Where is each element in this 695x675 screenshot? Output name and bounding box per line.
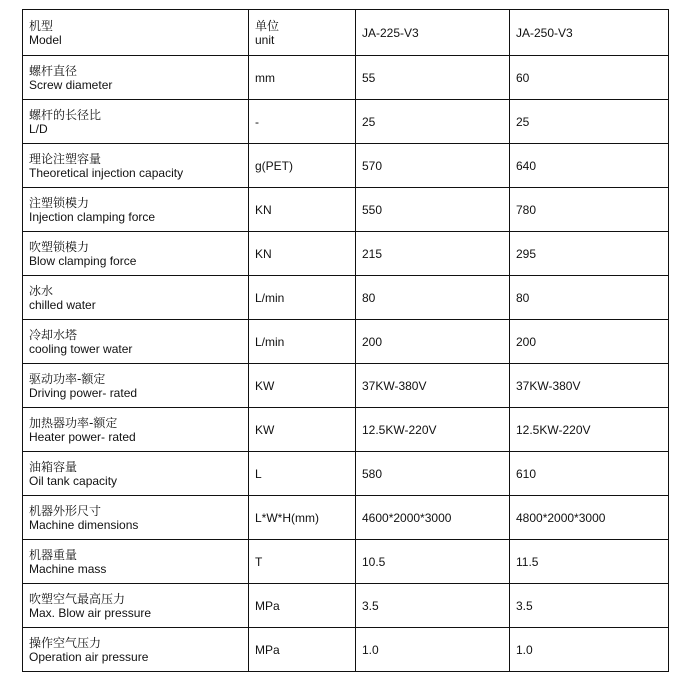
value-cell-model-a: 550: [356, 188, 510, 232]
param-name-zh: 机器重量: [29, 547, 78, 562]
table-row: [23, 628, 669, 672]
unit-cell: KN: [249, 188, 356, 232]
value-cell-model-b: 780: [510, 188, 669, 232]
value-cell-model-a: 12.5KW-220V: [356, 408, 510, 452]
table-row: [23, 584, 669, 628]
table-row: [23, 496, 669, 540]
value-cell-model-a: 570: [356, 144, 510, 188]
value-cell-model-a: 215: [356, 232, 510, 276]
unit-cell: KW: [249, 408, 356, 452]
param-name-zh: 机器外形尺寸: [29, 503, 102, 518]
param-cell: [23, 188, 249, 232]
param-name-zh: 加热器功率-额定: [29, 415, 118, 430]
header-param-en: Model: [29, 32, 62, 47]
param-cell: [23, 452, 249, 496]
unit-cell: KW: [249, 364, 356, 408]
table-row: [23, 408, 669, 452]
param-cell: [23, 276, 249, 320]
unit-cell: -: [249, 100, 356, 144]
value-cell-model-b: 11.5: [510, 540, 669, 584]
table-row: [23, 364, 669, 408]
header-model-a: JA-225-V3: [356, 10, 510, 56]
header-row: [23, 10, 669, 56]
value-cell-model-b: 295: [510, 232, 669, 276]
param-cell: [23, 320, 249, 364]
param-name-en: Theoretical injection capacity: [29, 165, 184, 180]
unit-cell: MPa: [249, 584, 356, 628]
value-cell-model-b: 80: [510, 276, 669, 320]
value-cell-model-a: 80: [356, 276, 510, 320]
unit-cell: g(PET): [249, 144, 356, 188]
value-cell-model-a: 37KW-380V: [356, 364, 510, 408]
unit-cell: L/min: [249, 276, 356, 320]
header-unit-zh: 单位: [255, 18, 280, 33]
value-cell-model-a: 580: [356, 452, 510, 496]
value-cell-model-b: 37KW-380V: [510, 364, 669, 408]
value-cell-model-b: 3.5: [510, 584, 669, 628]
value-cell-model-a: 10.5: [356, 540, 510, 584]
table-row: [23, 100, 669, 144]
param-name-zh: 驱动功率-额定: [29, 371, 106, 386]
unit-cell: L*W*H(mm): [249, 496, 356, 540]
param-name-en: Screw diameter: [29, 77, 113, 92]
header-unit-cell: [249, 10, 356, 56]
param-name-zh: 理论注塑容量: [29, 151, 102, 166]
param-name-en: Heater power- rated: [29, 429, 136, 444]
param-cell: [23, 496, 249, 540]
param-name-en: Machine dimensions: [29, 517, 139, 532]
unit-cell: mm: [249, 56, 356, 100]
value-cell-model-b: 640: [510, 144, 669, 188]
param-cell: [23, 232, 249, 276]
param-name-zh: 冰水: [29, 283, 54, 298]
table-row: [23, 320, 669, 364]
param-name-en: Blow clamping force: [29, 253, 137, 268]
param-name-zh: 注塑锁模力: [29, 195, 90, 210]
param-name-zh: 吹塑锁模力: [29, 239, 90, 254]
param-cell: [23, 584, 249, 628]
table-row: [23, 540, 669, 584]
value-cell-model-b: 25: [510, 100, 669, 144]
param-name-zh: 冷却水塔: [29, 327, 78, 342]
unit-cell: L: [249, 452, 356, 496]
table-row: [23, 144, 669, 188]
header-model-b: JA-250-V3: [510, 10, 669, 56]
value-cell-model-b: 610: [510, 452, 669, 496]
param-cell: [23, 408, 249, 452]
table-row: [23, 188, 669, 232]
value-cell-model-a: 3.5: [356, 584, 510, 628]
param-cell: [23, 540, 249, 584]
param-name-en: Machine mass: [29, 561, 107, 576]
value-cell-model-b: 1.0: [510, 628, 669, 672]
param-name-zh: 螺杆的长径比: [29, 107, 102, 122]
table-row: [23, 232, 669, 276]
param-cell: [23, 364, 249, 408]
value-cell-model-b: 12.5KW-220V: [510, 408, 669, 452]
param-name-en: Injection clamping force: [29, 209, 156, 224]
value-cell-model-a: 25: [356, 100, 510, 144]
unit-cell: T: [249, 540, 356, 584]
table-row: [23, 452, 669, 496]
unit-cell: MPa: [249, 628, 356, 672]
spec-table-body: [23, 10, 669, 672]
spec-table: [22, 9, 669, 672]
value-cell-model-a: 55: [356, 56, 510, 100]
unit-cell: L/min: [249, 320, 356, 364]
param-name-en: chilled water: [29, 297, 96, 312]
param-name-en: cooling tower water: [29, 341, 133, 356]
param-name-en: Oil tank capacity: [29, 473, 118, 488]
param-name-en: Max. Blow air pressure: [29, 605, 152, 620]
param-name-zh: 吹塑空气最高压力: [29, 591, 126, 606]
param-cell: [23, 100, 249, 144]
param-cell: [23, 144, 249, 188]
param-name-zh: 螺杆直径: [29, 63, 78, 78]
param-name-en: L/D: [29, 121, 48, 136]
table-row: [23, 276, 669, 320]
header-param-zh: 机型: [29, 18, 54, 33]
value-cell-model-b: 60: [510, 56, 669, 100]
value-cell-model-a: 1.0: [356, 628, 510, 672]
header-param-cell: [23, 10, 249, 56]
value-cell-model-b: 200: [510, 320, 669, 364]
value-cell-model-a: 200: [356, 320, 510, 364]
param-cell: [23, 628, 249, 672]
param-name-zh: 油箱容量: [29, 459, 78, 474]
value-cell-model-a: 4600*2000*3000: [356, 496, 510, 540]
param-name-en: Driving power- rated: [29, 385, 138, 400]
header-unit-en: unit: [255, 32, 275, 47]
unit-cell: KN: [249, 232, 356, 276]
param-cell: [23, 56, 249, 100]
value-cell-model-b: 4800*2000*3000: [510, 496, 669, 540]
param-name-zh: 操作空气压力: [29, 635, 102, 650]
param-name-en: Operation air pressure: [29, 649, 149, 664]
table-row: [23, 56, 669, 100]
